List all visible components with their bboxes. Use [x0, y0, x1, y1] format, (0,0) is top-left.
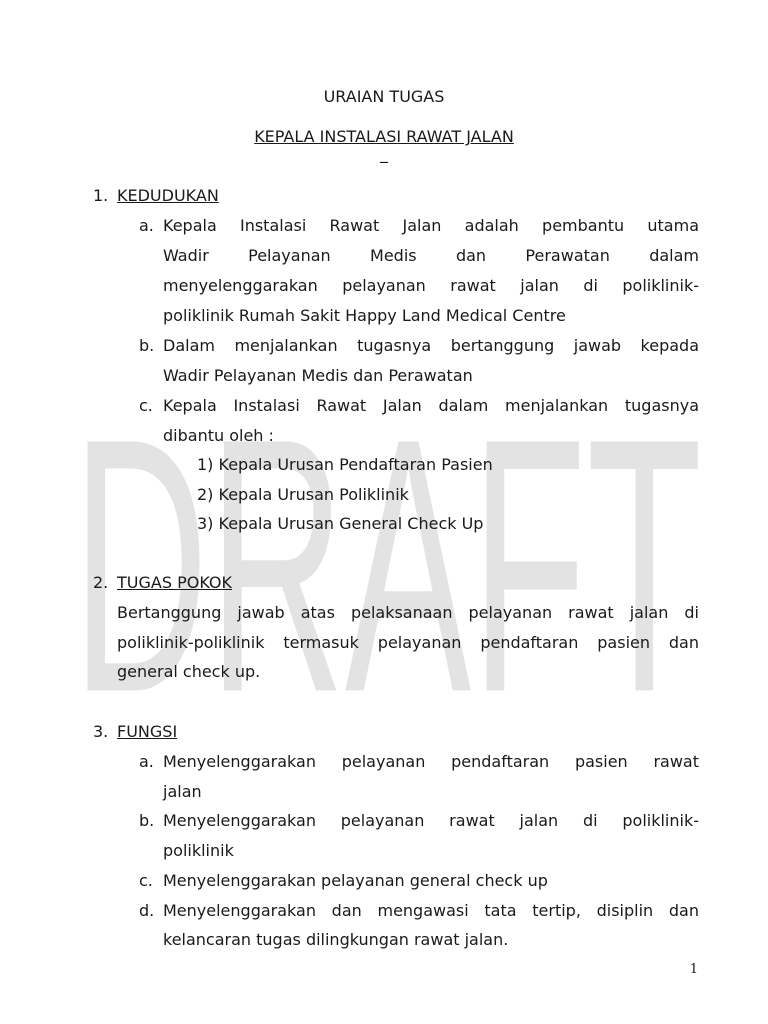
section-3-item-a-line: Menyelenggarakan pelayanan pendaftaran pasien rawat: [163, 752, 699, 771]
subtitle-dash: _: [380, 144, 388, 163]
section-3-item-d-line: Menyelenggarakan dan mengawasi tata tertip, disiplin dan: [163, 901, 699, 920]
section-2-number: 2.: [93, 573, 109, 592]
section-1-number: 1.: [93, 186, 109, 205]
draft-watermark-text: DRAFT: [72, 362, 702, 700]
section-3-item-b-letter: b.: [139, 811, 155, 830]
section-3-item-a-letter: a.: [139, 752, 154, 771]
section-1-heading: KEDUDUKAN: [117, 186, 219, 205]
section-1-item-b-letter: b.: [139, 336, 155, 355]
section-3-item-b-line: poliklinik: [163, 841, 234, 860]
section-1-item-a-line: menyelenggarakan pelayanan rawat jalan di poliklinik-: [163, 276, 699, 295]
section-1-subitem: 3) Kepala Urusan General Check Up: [197, 514, 484, 533]
section-3-item-c-letter: c.: [139, 871, 153, 890]
section-2-line: general check up.: [117, 662, 261, 681]
document-subtitle: KEPALA INSTALASI RAWAT JALAN: [254, 127, 514, 146]
section-2-heading: TUGAS POKOK: [117, 573, 233, 592]
section-1-item-c-line: Kepala Instalasi Rawat Jalan dalam menjalankan tugasnya: [163, 396, 699, 415]
section-1-item-a-line: Kepala Instalasi Rawat Jalan adalah pembantu utama: [163, 216, 699, 235]
section-1-item-b-line: Wadir Pelayanan Medis dan Perawatan: [163, 366, 473, 385]
document-title: URAIAN TUGAS: [323, 87, 445, 106]
section-1-item-a-line: Wadir Pelayanan Medis dan Perawatan dalam: [163, 246, 699, 265]
section-3-heading: FUNGSI: [117, 722, 178, 741]
section-2-line: Bertanggung jawab atas pelaksanaan pelayanan rawat jalan di: [117, 603, 699, 622]
section-3-item-c-line: Menyelenggarakan pelayanan general check up: [163, 871, 548, 890]
section-1-item-a-line: poliklinik Rumah Sakit Happy Land Medical Centre: [163, 306, 566, 325]
section-3-item-a-line: jalan: [163, 782, 202, 801]
section-2-line: poliklinik-poliklinik termasuk pelayanan pendaftaran pasien dan: [117, 633, 699, 652]
section-1-item-b-line: Dalam menjalankan tugasnya bertanggung jawab kepada: [163, 336, 699, 355]
section-1-item-c-line: dibantu oleh :: [163, 426, 274, 445]
section-1-subitem: 2) Kepala Urusan Poliklinik: [197, 485, 409, 504]
page-number: 1: [689, 962, 698, 977]
section-1-subitem: 1) Kepala Urusan Pendaftaran Pasien: [197, 455, 493, 474]
section-3-item-d-line: kelancaran tugas dilingkungan rawat jalan.: [163, 930, 509, 949]
section-3-number: 3.: [93, 722, 109, 741]
section-1-item-a-letter: a.: [139, 216, 154, 235]
section-1-item-c-letter: c.: [139, 396, 153, 415]
section-3-item-d-letter: d.: [139, 901, 155, 920]
section-3-item-b-line: Menyelenggarakan pelayanan rawat jalan di poliklinik-: [163, 811, 699, 830]
